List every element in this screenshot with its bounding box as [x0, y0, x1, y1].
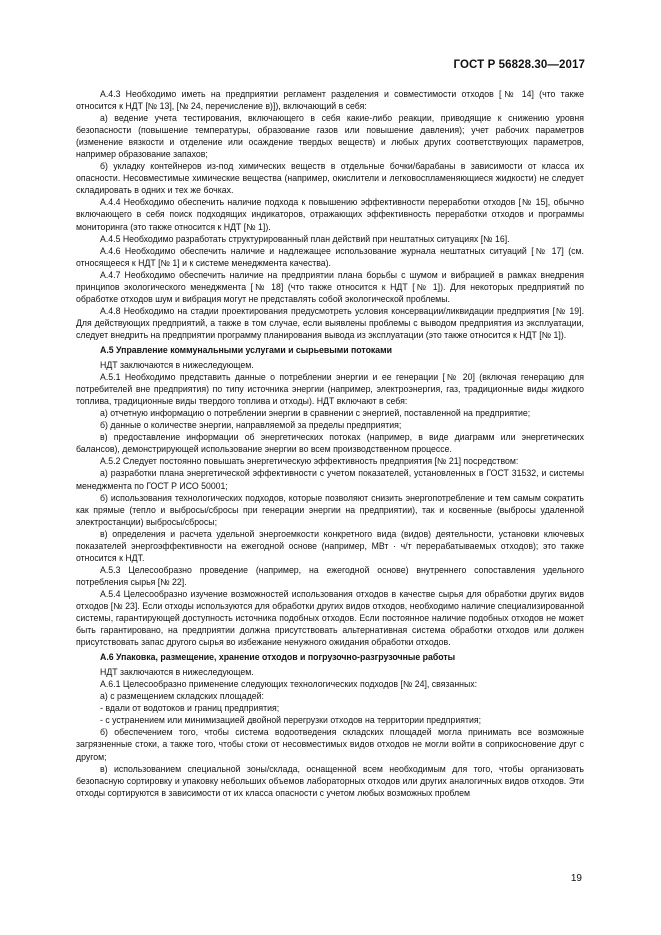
page-body — [76, 88, 584, 799]
paragraph: А.4.6 Необходимо обеспечить наличие и надлежащее использование журнала нештатных ситуаций [№ 17] (см. относящееся к НДТ [№ 1] и к системе менеджмента качества). — [76, 245, 584, 268]
paragraph: б) укладку контейнеров из-под химических веществ в отдельные бочки/барабаны в зависимости от класса их опасности. Несовместимые химические вещества (например, окислители и легковоспламеняющиеся жидкости) не следует складировать в одних и тех же бочках. — [76, 161, 584, 196]
paragraph: б) данные о количестве энергии, направляемой за пределы предприятия; — [100, 420, 402, 431]
paragraph: а) отчетную информацию о потреблении энергии в сравнении с энергией, поставленной на предприятие; — [100, 408, 531, 419]
paragraph: б) обеспечением того, чтобы система водоотведения складских площадей могла принимать все возможные загрязненные стоки, а также того, чтобы стоки от несовместимых видов отходов не могли войти в соприкосновение друг с другом; — [76, 727, 584, 762]
paragraph: НДТ заключаются в нижеследующем. — [100, 667, 254, 678]
standard-header: ГОСТ Р 56828.30—2017 — [453, 59, 585, 71]
paragraph: а) ведение учета тестирования, включающего в себя какие-либо реакции, приводящие к снижению уровня безопасности (повышение температуры, образование газов или повышение давления); учет рабочих параметров (изменение вязкости и отделение или осаждение твердых веществ) и любых других соответствующих параметров, например образование запахов; — [76, 113, 584, 160]
paragraph: а) с размещением складских площадей: — [100, 691, 264, 702]
paragraph: А.5.1 Необходимо представить данные о потреблении энергии и ее генерации [№ 20] (включая генерацию для потребителей вне предприятия) по типу источника энергии (например, электроэнергия, газ, традиционные виды жидкого топлива, традиционные виды твердого топлива и отходы). НДТ включают в себя: — [76, 372, 584, 407]
paragraph: А.6.1 Целесообразно применение следующих технологических подходов [№ 24], связанных: — [100, 679, 478, 690]
paragraph: А.4.4 Необходимо обеспечить наличие подхода к повышению эффективности переработки отходов [№ 15], обычно включающего в себя поиск подходящих индикаторов, отражающих эффективность переработки отходов и программы мониторинга (это также относится к НДТ [№ 1]). — [76, 197, 584, 232]
paragraph: А.4.5 Необходимо разработать структурированный план действий при нештатных ситуациях [№ 16]. — [100, 233, 510, 244]
section-heading: А.5 Управление коммунальными услугами и сырьевыми потоками — [100, 344, 393, 355]
paragraph: - вдали от водотоков и границ предприятия; — [100, 703, 280, 714]
paragraph: в) использованием специальной зоны/склада, оснащенной всем необходимым для того, чтобы организовать безопасную сортировку и упаковку небольших объемов лабораторных отходов или других аналогичных видов отходов. Эти отходы сортируются в зависимости от их класса опасности с учетом любых возможных проблем — [76, 763, 584, 798]
paragraph: б) использования технологических подходов, которые позволяют снизить энергопотребление и тем самым сократить как прямые (тепло и выбросы/сбросы при генерации энергии на предприятии), так и косвенные (выбросы удаленной электростанции) выбросы/сбросы; — [76, 492, 584, 527]
paragraph: А.4.3 Необходимо иметь на предприятии регламент разделения и совместимости отходов [№ 14] (что также относится к НДТ [№ 13], [№ 24, перечисление в)]), включающий в себя: — [76, 89, 584, 112]
paragraph: а) разработки плана энергетической эффективности с учетом показателей, установленных в ГОСТ 31532, и системы менеджмента по ГОСТ Р ИСО 50001; — [76, 468, 584, 491]
paragraph: А.4.7 Необходимо обеспечить наличие на предприятии плана борьбы с шумом и вибрацией в рамках внедрения принципов экологического менеджмента [№ 18] (что также относится к НДТ [№ 1]). Для некоторых предприятий по обработке отходов шум и вибрация могут не представлять собой экологической проблемы. — [76, 269, 584, 304]
paragraph: А.5.3 Целесообразно проведение (например, на ежегодной основе) внутреннего сопоставления удельного потребления сырья [№ 22]. — [76, 564, 584, 587]
paragraph: в) предоставление информации об энергетических потоках (например, в виде диаграмм или энергетических балансов), демонстрирующей использование энергии во всем производственном процессе. — [76, 432, 584, 455]
page-number: 19 — [570, 873, 582, 884]
paragraph: А.5.4 Целесообразно изучение возможностей использования отходов в качестве сырья для обработки других видов отходов [№ 23]. Если отходы используются для обработки других видов отходов, необходимо наличие специализированной системы, гарантирующей доступность источника подобных отходов. Если постоянное наличие подобных отходов не может быть гарантировано, на предприятии должна присутствовать альтернативная система обработки отходов или должен присутствовать запас другого сырья во избежание ненужного ожидания обработки отходов. — [76, 588, 584, 648]
section-heading: А.6 Упаковка, размещение, хранение отходов и погрузочно-разгрузочные работы — [100, 652, 456, 663]
paragraph: НДТ заключаются в нижеследующем. — [100, 360, 254, 371]
paragraph: А.5.2 Следует постоянно повышать энергетическую эффективность предприятия [№ 21] посредством: — [100, 456, 519, 467]
paragraph: А.4.8 Необходимо на стадии проектирования предусмотреть условия консервации/ликвидации предприятия [№ 19]. Для действующих предприятий, а также в том случае, если выявлены проблемы с выводом предприятия из эксплуатации, следует внедрить на предприятии программу планирования вывода из эксплуатации (это также относится к НДТ [№ 1]). — [76, 305, 584, 340]
paragraph: в) определения и расчета удельной энергоемкости конкретного вида (видов) деятельности, установки ключевых показателей энергоэффективности на ежегодной основе (например, МВт · ч/т перерабатываемых отходов); это также относится к НДТ. — [76, 528, 584, 563]
paragraph: - с устранением или минимизацией двойной перегрузки отходов на территории предприятия; — [100, 715, 482, 726]
